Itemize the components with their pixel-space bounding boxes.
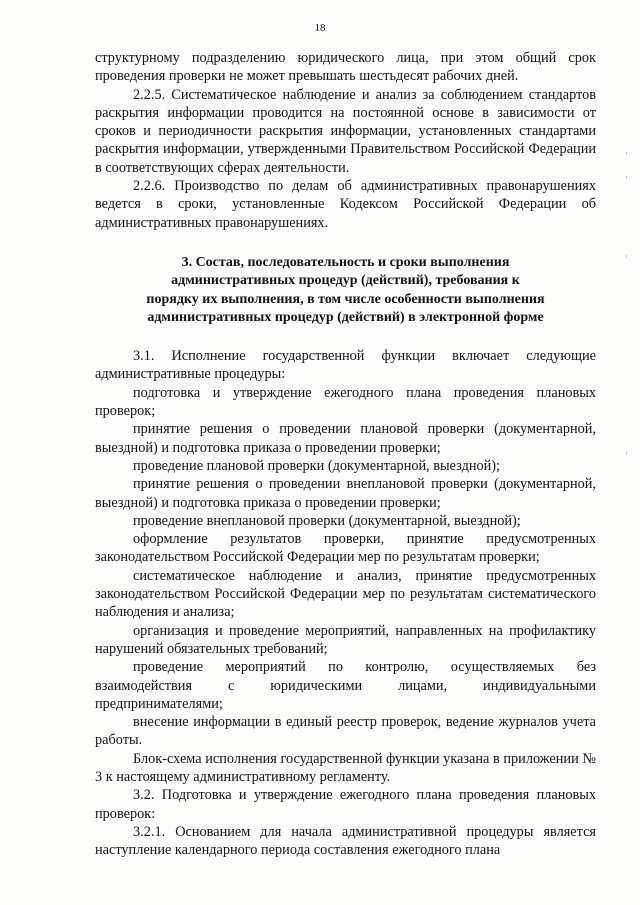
list-item: проведение внеплановой проверки (документарной, выездной); [133,512,521,529]
list-item: проведение мероприятий по контролю, осуществляемых без взаимодействия с юридическими лицами, индивидуальными предпринимателями; [95,659,596,712]
list-item: систематическое наблюдение и анализ, принятие предусмотренных законодательством Российской Федерации мер по результатам систематического наблюдения и анализа; [95,567,596,621]
paragraph: 2.2.6. Производство по делам об административных правонарушениях ведется в сроки, установленные Кодексом Российской Федерации об административных правонарушениях. [95,178,596,231]
section-heading [95,254,596,327]
list-item: организация и проведение мероприятий, направленных на профилактику нарушений обязательных требований; [95,622,596,657]
heading-line: порядку их выполнения, в том числе особенности выполнения [146,291,545,307]
list-item: подготовка и утверждение ежегодного плана проведения плановых проверок; [95,384,596,420]
paragraph: 3.2.1. Основанием для начала административной процедуры является наступление календарного периода составления ежегодного плана [95,823,596,859]
paragraph: 3.1. Исполнение государственной функции включает следующие административные процедуры: [95,348,596,383]
list-item: оформление результатов проверки, принятие предусмотренных законодательством Российской Федерации мер по результатам проверки; [95,531,596,566]
list-item: проведение плановой проверки (документарной, выездной); [133,457,501,474]
scan-mark [626,152,627,155]
scan-mark [626,452,627,455]
document-body [95,49,596,859]
heading-line: административных процедур (действий), требования к [171,273,520,289]
list-item: внесение информации в единый реестр проверок, ведение журналов учета работы. [95,714,596,749]
paragraph: структурному подразделению юридического лица, при этом общий срок проведения проверки не может превышать шестьдесят рабочих дней. [95,50,596,85]
list-item: принятие решения о проведении плановой проверки (документарной, выездной) и подготовка приказа о проведении проверки; [95,421,596,456]
paragraph: 3.2. Подготовка и утверждение ежегодного плана проведения плановых проверок: [95,787,596,822]
heading-line: административных процедур (действий) в электронной форме [147,309,544,325]
paragraph: 2.2.5. Систематическое наблюдение и анализ за соблюдением стандартов раскрытия информации проводится на постоянной основе в зависимости от сроков и периодичности раскрытия информации, установленных стандартами раскрытия информации, утвержденными Правительством Российской Федерации в соответствующих сферах деятельности. [95,86,596,176]
heading-line: 3. Состав, последовательность и сроки выполнения [181,254,510,270]
list-item: принятие решения о проведении внеплановой проверки (документарной, выездной) и подготовка приказа о проведении проверки; [95,476,596,511]
paragraph: Блок-схема исполнения государственной функции указана в приложении № 3 к настоящему административному регламенту. [95,750,596,785]
page-number: 18 [314,22,326,34]
scan-mark [626,255,627,258]
scan-mark [626,176,627,179]
